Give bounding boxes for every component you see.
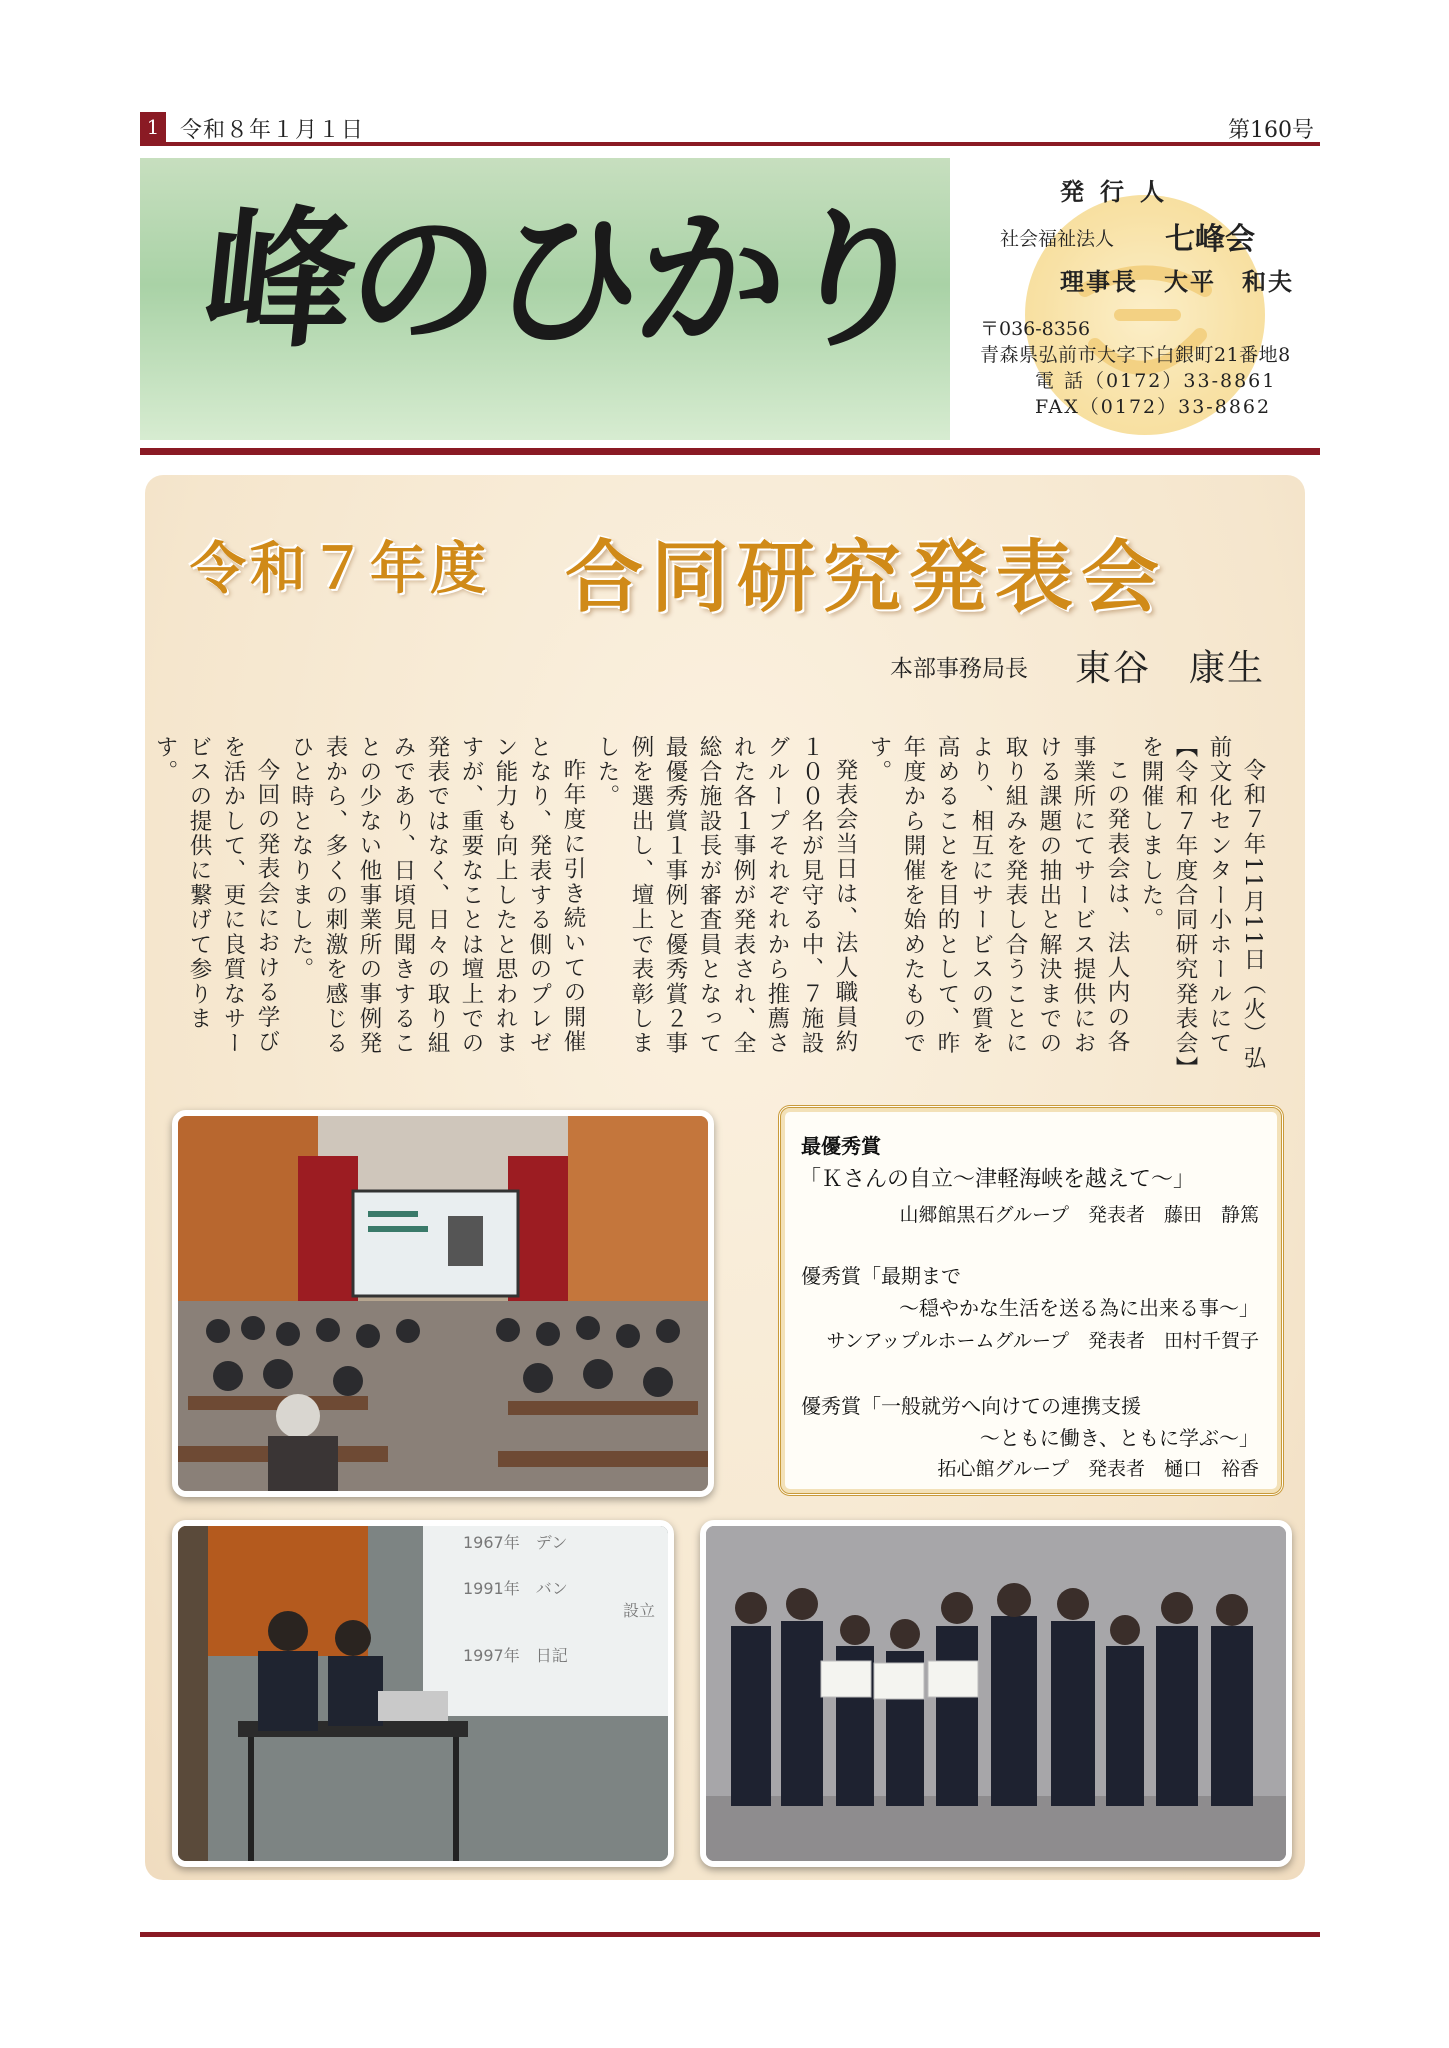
grand-award-label: 最優秀賞 bbox=[801, 1134, 881, 1158]
award-winners-photo bbox=[700, 1520, 1292, 1867]
screen-text-line: 1967年 デン bbox=[463, 1533, 568, 1552]
presenters-photo bbox=[172, 1520, 674, 1867]
screen-text-line: 1997年 日記 bbox=[463, 1646, 568, 1665]
issue-date: 令和８年１月１日 bbox=[180, 118, 365, 143]
excellent-award-2-title: ～ともに働き、ともに学ぶ～」 bbox=[979, 1426, 1259, 1450]
screen-text-line: 1991年 バン bbox=[463, 1579, 568, 1598]
page-number: 1 bbox=[140, 112, 166, 142]
grand-award-title: 「Ｋさんの自立～津軽海峡を越えて～」 bbox=[799, 1167, 1196, 1192]
excellent-award-1-presenter: サンアップルホームグループ 発表者 田村千賀子 bbox=[826, 1330, 1259, 1352]
excellent-award-1-title: ～穏やかな生活を送る為に出来る事～」 bbox=[899, 1296, 1259, 1320]
excellent-award-2-presenter: 拓心館グループ 発表者 樋口 裕香 bbox=[937, 1458, 1259, 1480]
article-paragraph: 令和７年11月11日（火）弘前文化センター小ホールにて【令和７年度合同研究発表会】を開催しました。 bbox=[1138, 735, 1266, 1071]
chairman: 理事長 大平 和夫 bbox=[1060, 267, 1294, 296]
postal-code: 〒036-8356 bbox=[980, 318, 1091, 340]
masthead-rule bbox=[140, 448, 1320, 455]
telephone: 電 話（0172）33-8861 bbox=[1035, 370, 1277, 392]
grand-award-presenter: 山郷館黒石グループ 発表者 藤田 静篤 bbox=[899, 1204, 1259, 1226]
article-paragraph: 昨年度に引き続いての開催となり、発表する側のプレゼン能力も向上したと思われますが、重要なことは壇上での発表ではなく、日々の取り組みであり、日頃見聞きすることの少ない他事業所の事例発表から、多くの刺激を感じるひと時となりました。 bbox=[288, 735, 586, 1057]
corporation-name: 七峰会 bbox=[1165, 222, 1255, 257]
author-name: 東谷 康生 bbox=[1075, 648, 1266, 689]
excellent-award-1-label: 優秀賞「最期まで bbox=[801, 1264, 961, 1288]
publisher-label: 発行人 bbox=[1060, 177, 1180, 206]
article-paragraph: この発表会は、法人内の各事業所にてサービス提供における課題の抽出と解決までの取り組みを発表し合うことにより、相互にサービスの質を高めることを目的として、昨年度から開催を始めたものです。 bbox=[866, 735, 1130, 1057]
screen-text-line: 設立 bbox=[623, 1601, 656, 1620]
headline-year: 令和７年度 bbox=[190, 536, 490, 602]
article-body bbox=[152, 735, 1270, 1075]
footer-rule bbox=[140, 1932, 1320, 1937]
awards-box bbox=[778, 1105, 1284, 1496]
auditorium-photo bbox=[172, 1110, 714, 1497]
article-paragraph: 発表会当日は、法人職員約１００名が見守る中、７施設グループそれぞれから推薦された各１事例が発表され、全総合施設長が審査員となって最優秀賞１事例と優秀賞２事例を選出し、壇上で表彰しました。 bbox=[594, 735, 858, 1057]
newsletter-title: 峰のひかり bbox=[195, 192, 935, 368]
address: 青森県弘前市大字下白銀町21番地8 bbox=[980, 344, 1291, 366]
author-title: 本部事務局長 bbox=[890, 656, 1028, 682]
issue-number: 第160号 bbox=[1228, 118, 1314, 143]
headline: 合同研究発表会 bbox=[565, 532, 1168, 623]
corporation-type: 社会福祉法人 bbox=[1000, 228, 1115, 250]
fax: FAX（0172）33-8862 bbox=[1035, 396, 1272, 418]
article-paragraph: 今回の発表会における学びを活かして、更に良質なサービスの提供に繋げて参ります。 bbox=[152, 735, 280, 1057]
excellent-award-2-label: 優秀賞「一般就労へ向けての連携支援 bbox=[801, 1394, 1141, 1418]
